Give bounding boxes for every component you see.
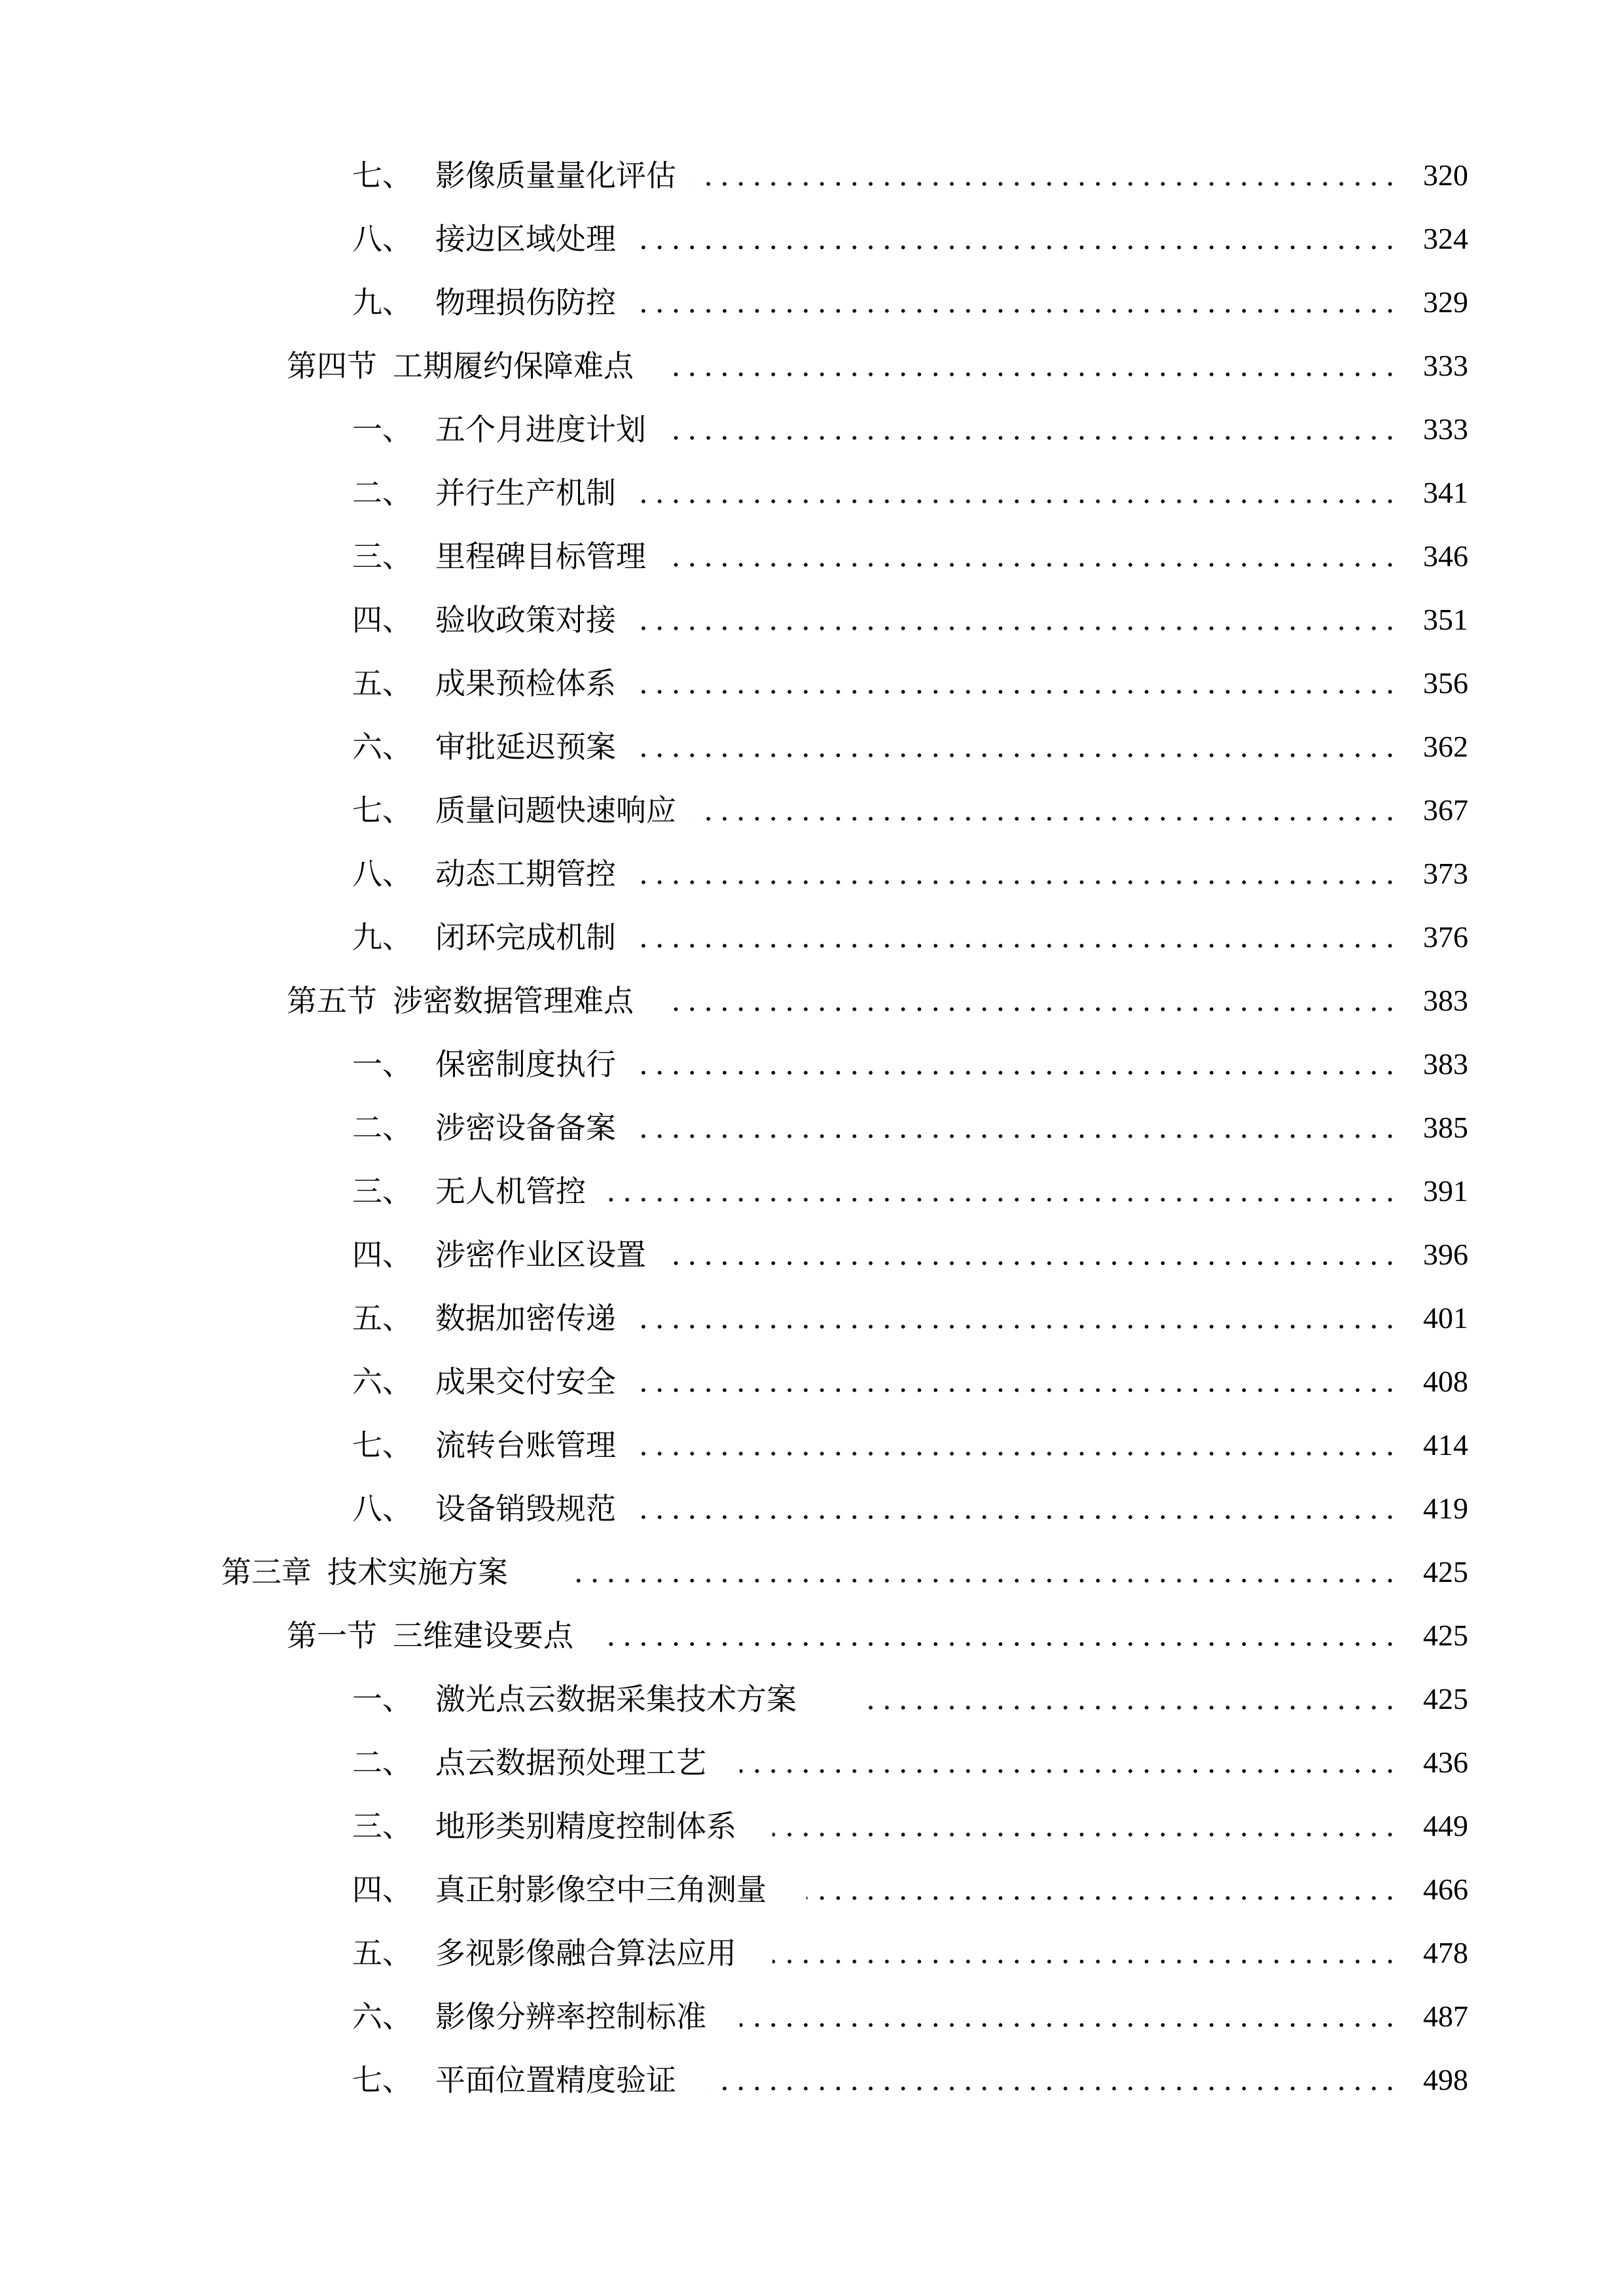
toc-entry-marker: 三、 bbox=[352, 1174, 412, 1209]
toc-entry-marker: 一、 bbox=[352, 1047, 412, 1082]
toc-entry-title: 三维建设要点 bbox=[393, 1618, 573, 1653]
toc-entry-marker: 九、 bbox=[352, 285, 412, 320]
toc-entry-label bbox=[352, 1806, 736, 1846]
toc-entry-title: 设备销毁规范 bbox=[435, 1491, 616, 1526]
toc-entry-marker: 五、 bbox=[352, 1935, 412, 1971]
toc-entry-marker: 六、 bbox=[352, 1364, 412, 1399]
toc-entry-title: 多视影像融合算法应用 bbox=[435, 1935, 736, 1971]
toc-entry-page: 383 bbox=[1423, 984, 1468, 1017]
dot-leader bbox=[772, 1960, 1398, 1964]
toc-entry-page: 341 bbox=[1423, 476, 1468, 509]
toc-entry-label bbox=[352, 1362, 616, 1401]
toc-entry[interactable] bbox=[0, 2060, 1624, 2100]
toc-entry[interactable] bbox=[0, 1679, 1624, 1719]
toc-entry-page: 385 bbox=[1423, 1111, 1468, 1144]
toc-entry-marker: 第五节 bbox=[287, 983, 377, 1018]
toc-entry-page: 367 bbox=[1423, 793, 1468, 827]
toc-entry-page: 329 bbox=[1423, 285, 1468, 319]
dot-leader bbox=[632, 944, 1398, 948]
toc-entry[interactable] bbox=[0, 1552, 1624, 1592]
toc-entry[interactable] bbox=[0, 537, 1624, 576]
toc-entry-label bbox=[352, 664, 616, 703]
toc-entry-title: 里程碑目标管理 bbox=[435, 539, 646, 574]
toc-entry-label bbox=[352, 219, 616, 259]
dot-leader bbox=[806, 1896, 1398, 1900]
toc-entry-title: 保密制度执行 bbox=[435, 1047, 616, 1082]
dot-leader bbox=[662, 1261, 1398, 1265]
toc-entry[interactable] bbox=[0, 981, 1624, 1020]
toc-entry-page: 320 bbox=[1423, 158, 1468, 192]
toc-entry-label bbox=[352, 854, 616, 893]
toc-entry[interactable] bbox=[0, 1489, 1624, 1528]
toc-entry-page: 419 bbox=[1423, 1492, 1468, 1525]
toc-entry-title: 数据加密传递 bbox=[435, 1300, 616, 1336]
dot-leader bbox=[632, 690, 1398, 694]
dot-leader bbox=[632, 880, 1398, 884]
dot-leader bbox=[632, 626, 1398, 630]
toc-entry-label bbox=[352, 537, 646, 576]
dot-leader bbox=[632, 245, 1398, 249]
toc-entry-title: 影像质量量化评估 bbox=[435, 158, 676, 193]
toc-entry-title: 并行生产机制 bbox=[435, 475, 616, 511]
toc-entry-title: 成果交付安全 bbox=[435, 1364, 616, 1399]
dot-leader bbox=[857, 1706, 1398, 1710]
dot-leader bbox=[772, 1833, 1398, 1837]
toc-entry-marker: 七、 bbox=[352, 1427, 412, 1463]
toc-entry[interactable] bbox=[0, 410, 1624, 449]
toc-entry-marker: 一、 bbox=[352, 1681, 412, 1717]
toc-entry-title: 无人机管控 bbox=[435, 1174, 586, 1209]
toc-entry-page: 466 bbox=[1423, 1873, 1468, 1906]
toc-entry-page: 376 bbox=[1423, 920, 1468, 954]
dot-leader bbox=[632, 1134, 1398, 1138]
toc-entry[interactable] bbox=[0, 600, 1624, 639]
toc-entry-title: 接边区域处理 bbox=[435, 221, 616, 257]
toc-entry-title: 地形类别精度控制体系 bbox=[435, 1808, 736, 1844]
toc-entry-page: 333 bbox=[1423, 412, 1468, 446]
toc-entry-title: 影像分辨率控制标准 bbox=[435, 1999, 706, 2034]
toc-entry-title: 涉密设备备案 bbox=[435, 1110, 616, 1145]
dot-leader bbox=[632, 309, 1398, 313]
toc-entry[interactable] bbox=[0, 1235, 1624, 1274]
toc-entry-label bbox=[352, 1870, 767, 1909]
toc-entry[interactable] bbox=[0, 727, 1624, 766]
toc-entry-title: 五个月进度计划 bbox=[435, 412, 646, 447]
toc-entry[interactable] bbox=[0, 1743, 1624, 1782]
dot-leader bbox=[632, 1452, 1398, 1456]
toc-entry[interactable] bbox=[0, 1172, 1624, 1211]
toc-entry-marker: 五、 bbox=[352, 1300, 412, 1336]
toc-entry-title: 真正射影像空中三角测量 bbox=[435, 1872, 767, 1907]
toc-entry-title: 技术实施方案 bbox=[327, 1554, 508, 1590]
toc-entry-label bbox=[287, 981, 634, 1020]
toc-entry-marker: 第三章 bbox=[221, 1554, 312, 1590]
toc-entry-page: 487 bbox=[1423, 2000, 1468, 2033]
toc-entry[interactable] bbox=[0, 473, 1624, 512]
toc-entry[interactable] bbox=[0, 918, 1624, 957]
dot-leader bbox=[632, 499, 1398, 503]
toc-entry-title: 验收政策对接 bbox=[435, 602, 616, 637]
toc-entry[interactable] bbox=[0, 1870, 1624, 1909]
toc-entry-label bbox=[352, 410, 646, 449]
toc-entry-page: 449 bbox=[1423, 1809, 1468, 1842]
toc-entry-marker: 九、 bbox=[352, 920, 412, 955]
toc-entry-title: 成果预检体系 bbox=[435, 666, 616, 701]
toc-entry-title: 工期履约保障难点 bbox=[393, 348, 634, 384]
toc-entry-marker: 一、 bbox=[352, 412, 412, 447]
toc-entry-title: 流转台账管理 bbox=[435, 1427, 616, 1463]
toc-entry-marker: 七、 bbox=[352, 158, 412, 193]
toc-entry-label bbox=[287, 1616, 573, 1655]
dot-leader bbox=[710, 2087, 1398, 2090]
toc-entry-title: 涉密作业区设置 bbox=[435, 1237, 646, 1272]
dot-leader bbox=[662, 563, 1398, 567]
dot-leader bbox=[601, 1198, 1398, 1202]
toc-entry[interactable] bbox=[0, 1108, 1624, 1147]
toc-entry-page: 408 bbox=[1423, 1365, 1468, 1398]
toc-entry-page: 414 bbox=[1423, 1428, 1468, 1462]
toc-entry-label bbox=[352, 1045, 616, 1084]
toc-entry-page: 401 bbox=[1423, 1301, 1468, 1335]
dot-leader bbox=[740, 1769, 1398, 1773]
toc-entry[interactable] bbox=[0, 1616, 1624, 1655]
toc-entry-marker: 七、 bbox=[352, 2062, 412, 2098]
dot-leader bbox=[694, 817, 1398, 821]
dot-leader bbox=[694, 182, 1398, 186]
toc-entry-marker: 三、 bbox=[352, 539, 412, 574]
toc-entry[interactable] bbox=[0, 346, 1624, 386]
toc-entry-page: 333 bbox=[1423, 349, 1468, 382]
toc-entry-page: 478 bbox=[1423, 1936, 1468, 1969]
toc-entry-marker: 六、 bbox=[352, 729, 412, 764]
toc-entry[interactable] bbox=[0, 283, 1624, 322]
toc-entry[interactable] bbox=[0, 791, 1624, 830]
toc-entry-marker: 第一节 bbox=[287, 1618, 377, 1653]
toc-entry-page: 396 bbox=[1423, 1238, 1468, 1271]
toc-entry-marker: 第四节 bbox=[287, 348, 377, 384]
toc-entry-label bbox=[352, 473, 616, 512]
toc-entry-marker: 六、 bbox=[352, 1999, 412, 2034]
toc-entry-label bbox=[352, 1997, 706, 2036]
toc-entry-title: 点云数据预处理工艺 bbox=[435, 1745, 706, 1780]
toc-entry-label bbox=[352, 918, 616, 957]
toc-entry-marker: 八、 bbox=[352, 1491, 412, 1526]
toc-entry-label bbox=[352, 1933, 736, 1973]
dot-leader bbox=[602, 1642, 1398, 1646]
toc-entry-label bbox=[352, 600, 616, 639]
toc-entry-page: 346 bbox=[1423, 539, 1468, 573]
toc-entry-page: 425 bbox=[1423, 1555, 1468, 1588]
toc-entry-label bbox=[352, 1108, 616, 1147]
toc-entry-label bbox=[352, 1299, 616, 1338]
dot-leader bbox=[632, 1071, 1398, 1075]
toc-entry-label bbox=[352, 156, 676, 195]
toc-entry-title: 涉密数据管理难点 bbox=[393, 983, 634, 1018]
toc-entry-label bbox=[352, 1235, 646, 1274]
toc-entry-marker: 四、 bbox=[352, 602, 412, 637]
toc-entry-page: 324 bbox=[1423, 222, 1468, 255]
dot-leader bbox=[740, 2023, 1398, 2027]
toc-entry-label bbox=[352, 2060, 676, 2100]
toc-entry-title: 闭环完成机制 bbox=[435, 920, 616, 955]
toc-entry[interactable] bbox=[0, 219, 1624, 259]
dot-leader bbox=[662, 436, 1398, 440]
dot-leader bbox=[662, 1007, 1398, 1011]
toc-entry-page: 425 bbox=[1423, 1619, 1468, 1652]
toc-entry[interactable] bbox=[0, 854, 1624, 893]
toc-entry[interactable] bbox=[0, 1299, 1624, 1338]
toc-entry-page: 351 bbox=[1423, 603, 1468, 636]
toc-entry[interactable] bbox=[0, 1933, 1624, 1973]
toc-entry[interactable] bbox=[0, 1806, 1624, 1846]
toc-entry-page: 383 bbox=[1423, 1047, 1468, 1081]
dot-leader bbox=[568, 1579, 1398, 1583]
toc-entry-marker: 四、 bbox=[352, 1872, 412, 1907]
toc-entry-page: 356 bbox=[1423, 666, 1468, 700]
toc-entry-marker: 二、 bbox=[352, 475, 412, 511]
toc-entry-label bbox=[352, 727, 616, 766]
toc-entry[interactable] bbox=[0, 156, 1624, 195]
toc-entry-page: 373 bbox=[1423, 857, 1468, 890]
toc-entry-marker: 二、 bbox=[352, 1745, 412, 1780]
toc-entry-label bbox=[287, 346, 634, 386]
toc-entry-label bbox=[352, 1489, 616, 1528]
toc-entry-label bbox=[352, 1426, 616, 1465]
toc-entry-title: 平面位置精度验证 bbox=[435, 2062, 676, 2098]
toc-entry-marker: 五、 bbox=[352, 666, 412, 701]
toc-entry-label bbox=[352, 283, 616, 322]
toc-entry[interactable] bbox=[0, 664, 1624, 703]
toc-entry[interactable] bbox=[0, 1045, 1624, 1084]
toc-entry-label bbox=[352, 1743, 706, 1782]
toc-entry-title: 审批延迟预案 bbox=[435, 729, 616, 764]
toc-entry-marker: 二、 bbox=[352, 1110, 412, 1145]
toc-entry-label bbox=[352, 1172, 586, 1211]
dot-leader bbox=[662, 372, 1398, 376]
toc-entry-label bbox=[352, 1679, 797, 1719]
toc-entry-label bbox=[352, 791, 676, 830]
toc-entry-marker: 七、 bbox=[352, 793, 412, 828]
toc-entry-page: 498 bbox=[1423, 2063, 1468, 2096]
toc-entry-page: 362 bbox=[1423, 730, 1468, 763]
toc-entry[interactable] bbox=[0, 1997, 1624, 2036]
toc-entry-title: 质量问题快速响应 bbox=[435, 793, 676, 828]
toc-entry-title: 物理损伤防控 bbox=[435, 285, 616, 320]
toc-entry-label bbox=[221, 1552, 508, 1592]
toc-entry-title: 动态工期管控 bbox=[435, 856, 616, 891]
toc-entry-page: 391 bbox=[1423, 1174, 1468, 1208]
dot-leader bbox=[632, 753, 1398, 757]
dot-leader bbox=[632, 1515, 1398, 1519]
toc-entry-marker: 八、 bbox=[352, 856, 412, 891]
dot-leader bbox=[632, 1388, 1398, 1392]
toc-entry-marker: 三、 bbox=[352, 1808, 412, 1844]
toc-entry[interactable] bbox=[0, 1362, 1624, 1401]
dot-leader bbox=[632, 1325, 1398, 1329]
toc-entry-marker: 八、 bbox=[352, 221, 412, 257]
toc-entry-page: 425 bbox=[1423, 1682, 1468, 1715]
toc-entry-title: 激光点云数据采集技术方案 bbox=[435, 1681, 797, 1717]
toc-entry-page: 436 bbox=[1423, 1746, 1468, 1779]
toc-entry[interactable] bbox=[0, 1426, 1624, 1465]
toc-entry-marker: 四、 bbox=[352, 1237, 412, 1272]
